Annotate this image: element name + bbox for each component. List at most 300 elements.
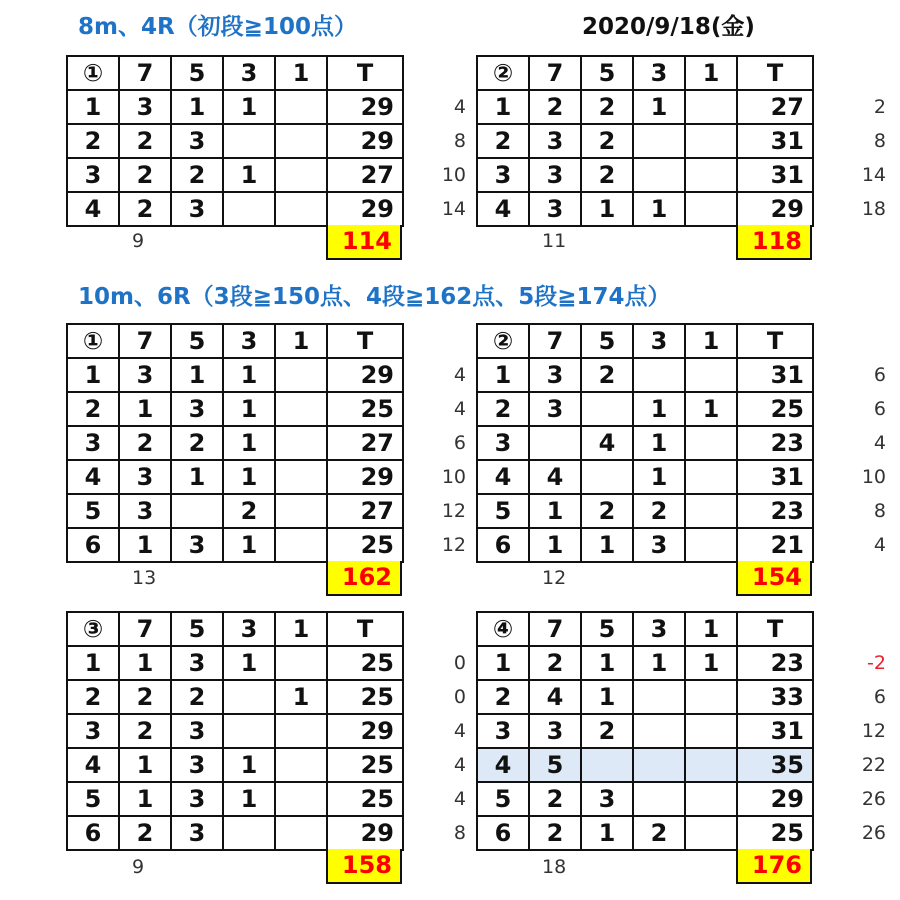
hit-count xyxy=(581,392,633,426)
cumulative-diff: 8 xyxy=(873,500,886,522)
end-total: 29 xyxy=(737,192,813,226)
hit-count: 2 xyxy=(119,680,171,714)
hit-count: 4 xyxy=(581,426,633,460)
column-header: T xyxy=(327,324,403,358)
end-number: 1 xyxy=(477,646,529,680)
hit-count: 3 xyxy=(119,90,171,124)
hit-count: 2 xyxy=(581,90,633,124)
hit-count: 3 xyxy=(171,714,223,748)
hit-count xyxy=(685,358,737,392)
end-total: 29 xyxy=(327,358,403,392)
section2-title: 10m、6R（3段≧150点、4段≧162点、5段≧174点） xyxy=(78,284,671,310)
cumulative-diff: 6 xyxy=(873,686,886,708)
header-row xyxy=(67,56,403,90)
hit-count xyxy=(275,358,327,392)
hit-count xyxy=(633,782,685,816)
hit-count: 1 xyxy=(275,680,327,714)
hit-count: 1 xyxy=(529,494,581,528)
grand-total: 154 xyxy=(736,561,812,596)
cumulative-diff: 26 xyxy=(861,822,886,844)
hit-count: 3 xyxy=(171,192,223,226)
cumulative-diff: 4 xyxy=(453,398,466,420)
hit-count: 1 xyxy=(171,460,223,494)
hit-count xyxy=(223,124,275,158)
column-header: T xyxy=(737,56,813,90)
end-total: 29 xyxy=(327,460,403,494)
end-total: 29 xyxy=(327,124,403,158)
column-header: T xyxy=(327,56,403,90)
header-row xyxy=(477,612,813,646)
subtotal-note: 11 xyxy=(542,230,567,252)
hit-count: 1 xyxy=(223,748,275,782)
cumulative-diff: 22 xyxy=(861,754,886,776)
hit-count: 2 xyxy=(171,426,223,460)
header-row xyxy=(67,612,403,646)
column-header: 7 xyxy=(529,56,581,90)
cumulative-diff: 6 xyxy=(453,432,466,454)
score-row xyxy=(67,392,403,426)
hit-count: 1 xyxy=(119,646,171,680)
score-row xyxy=(477,358,813,392)
hit-count xyxy=(633,358,685,392)
column-header: 5 xyxy=(171,612,223,646)
score-row xyxy=(477,528,813,562)
hit-count: 2 xyxy=(119,192,171,226)
column-header: 7 xyxy=(119,612,171,646)
hit-count: 1 xyxy=(223,90,275,124)
column-header: 1 xyxy=(275,612,327,646)
end-number: 6 xyxy=(67,528,119,562)
end-number: 2 xyxy=(67,124,119,158)
hit-count xyxy=(685,460,737,494)
end-total: 25 xyxy=(327,646,403,680)
hit-count: 2 xyxy=(119,158,171,192)
cumulative-diff: 4 xyxy=(453,720,466,742)
hit-count: 1 xyxy=(119,528,171,562)
hit-count: 3 xyxy=(529,714,581,748)
hit-count xyxy=(633,124,685,158)
end-total: 23 xyxy=(737,426,813,460)
end-total: 27 xyxy=(737,90,813,124)
hit-count: 1 xyxy=(223,158,275,192)
cumulative-diff: 4 xyxy=(453,754,466,776)
s2-round-3-table xyxy=(66,611,404,851)
hit-count xyxy=(529,426,581,460)
end-total: 23 xyxy=(737,494,813,528)
hit-count: 1 xyxy=(223,392,275,426)
end-total: 31 xyxy=(737,460,813,494)
score-row xyxy=(67,192,403,226)
hit-count: 1 xyxy=(171,358,223,392)
hit-count xyxy=(275,494,327,528)
round-number: ④ xyxy=(477,612,529,646)
s1-round-1-table xyxy=(66,55,404,227)
score-row xyxy=(67,124,403,158)
column-header: 7 xyxy=(119,56,171,90)
score-row xyxy=(477,748,813,782)
hit-count: 2 xyxy=(119,714,171,748)
column-header: 1 xyxy=(275,56,327,90)
grand-total: 114 xyxy=(326,225,402,260)
end-number: 1 xyxy=(67,90,119,124)
hit-count: 2 xyxy=(529,646,581,680)
subtotal-note: 9 xyxy=(132,856,145,878)
hit-count: 1 xyxy=(633,90,685,124)
hit-count xyxy=(685,192,737,226)
end-number: 5 xyxy=(477,782,529,816)
column-header: T xyxy=(737,324,813,358)
round-number: ① xyxy=(67,56,119,90)
end-number: 4 xyxy=(67,460,119,494)
cumulative-diff: 14 xyxy=(441,198,466,220)
score-row xyxy=(477,646,813,680)
hit-count xyxy=(633,680,685,714)
end-number: 2 xyxy=(67,680,119,714)
column-header: 5 xyxy=(171,56,223,90)
hit-count: 1 xyxy=(223,460,275,494)
hit-count: 2 xyxy=(529,90,581,124)
end-number: 4 xyxy=(67,192,119,226)
end-number: 6 xyxy=(67,816,119,850)
column-header: 3 xyxy=(223,324,275,358)
cumulative-diff: 10 xyxy=(441,466,466,488)
end-total: 21 xyxy=(737,528,813,562)
hit-count xyxy=(685,124,737,158)
hit-count: 3 xyxy=(119,494,171,528)
cumulative-diff: 10 xyxy=(441,164,466,186)
end-total: 31 xyxy=(737,158,813,192)
subtotal-note: 12 xyxy=(542,567,567,589)
subtotal-note: 9 xyxy=(132,230,145,252)
column-header: 5 xyxy=(171,324,223,358)
cumulative-diff: 8 xyxy=(453,130,466,152)
score-row xyxy=(67,748,403,782)
hit-count: 1 xyxy=(223,528,275,562)
end-number: 1 xyxy=(477,90,529,124)
hit-count: 1 xyxy=(581,646,633,680)
end-number: 4 xyxy=(477,192,529,226)
end-number: 2 xyxy=(477,680,529,714)
end-total: 33 xyxy=(737,680,813,714)
end-total: 31 xyxy=(737,358,813,392)
hit-count xyxy=(275,528,327,562)
hit-count xyxy=(223,816,275,850)
hit-count xyxy=(275,816,327,850)
subtotal-note: 18 xyxy=(542,856,567,878)
hit-count: 3 xyxy=(119,358,171,392)
column-header: 3 xyxy=(633,324,685,358)
hit-count xyxy=(685,680,737,714)
hit-count: 1 xyxy=(529,528,581,562)
hit-count xyxy=(581,748,633,782)
end-number: 4 xyxy=(477,460,529,494)
end-total: 31 xyxy=(737,124,813,158)
hit-count: 1 xyxy=(223,782,275,816)
hit-count: 1 xyxy=(633,426,685,460)
end-total: 29 xyxy=(327,192,403,226)
hit-count xyxy=(685,494,737,528)
column-header: 3 xyxy=(633,612,685,646)
end-total: 25 xyxy=(327,782,403,816)
hit-count: 1 xyxy=(633,392,685,426)
end-total: 27 xyxy=(327,494,403,528)
hit-count: 3 xyxy=(171,646,223,680)
end-total: 25 xyxy=(737,816,813,850)
hit-count: 1 xyxy=(581,816,633,850)
hit-count xyxy=(171,494,223,528)
score-row xyxy=(67,158,403,192)
hit-count: 3 xyxy=(529,392,581,426)
hit-count: 1 xyxy=(119,748,171,782)
header-row xyxy=(477,324,813,358)
date-label: 2020/9/18(金) xyxy=(582,14,755,40)
hit-count: 3 xyxy=(171,748,223,782)
hit-count xyxy=(685,748,737,782)
hit-count xyxy=(685,528,737,562)
hit-count: 4 xyxy=(529,460,581,494)
score-row xyxy=(477,816,813,850)
end-number: 3 xyxy=(67,714,119,748)
hit-count: 1 xyxy=(223,426,275,460)
cumulative-diff: 18 xyxy=(861,198,886,220)
hit-count: 2 xyxy=(633,816,685,850)
end-number: 3 xyxy=(477,158,529,192)
end-number: 1 xyxy=(477,358,529,392)
hit-count: 3 xyxy=(171,528,223,562)
hit-count: 2 xyxy=(581,358,633,392)
hit-count: 2 xyxy=(119,124,171,158)
hit-count: 3 xyxy=(171,392,223,426)
end-number: 5 xyxy=(477,494,529,528)
hit-count: 1 xyxy=(119,392,171,426)
hit-count xyxy=(685,782,737,816)
hit-count: 1 xyxy=(119,782,171,816)
score-row xyxy=(67,358,403,392)
end-number: 3 xyxy=(477,426,529,460)
score-row xyxy=(67,680,403,714)
cumulative-diff: 4 xyxy=(873,534,886,556)
end-number: 3 xyxy=(67,158,119,192)
hit-count xyxy=(275,124,327,158)
column-header: 1 xyxy=(685,56,737,90)
column-header: 3 xyxy=(223,612,275,646)
score-row xyxy=(477,90,813,124)
score-row xyxy=(67,460,403,494)
end-total: 29 xyxy=(327,90,403,124)
end-number: 1 xyxy=(67,646,119,680)
hit-count xyxy=(685,714,737,748)
hit-count: 3 xyxy=(171,816,223,850)
end-number: 1 xyxy=(67,358,119,392)
grand-total: 118 xyxy=(736,225,812,260)
column-header: 7 xyxy=(119,324,171,358)
hit-count xyxy=(275,158,327,192)
score-row xyxy=(477,460,813,494)
hit-count xyxy=(275,646,327,680)
subtotal-note: 13 xyxy=(132,567,157,589)
section1-title: 8m、4R（初段≧100点） xyxy=(78,14,357,40)
hit-count xyxy=(223,192,275,226)
end-total: 25 xyxy=(327,748,403,782)
end-total: 35 xyxy=(737,748,813,782)
score-row xyxy=(477,714,813,748)
round-number: ② xyxy=(477,56,529,90)
score-row xyxy=(477,782,813,816)
column-header: T xyxy=(737,612,813,646)
cumulative-diff: 12 xyxy=(861,720,886,742)
column-header: 3 xyxy=(633,56,685,90)
hit-count: 1 xyxy=(685,646,737,680)
hit-count: 2 xyxy=(119,816,171,850)
column-header: 5 xyxy=(581,56,633,90)
hit-count: 5 xyxy=(529,748,581,782)
end-total: 27 xyxy=(327,426,403,460)
end-number: 3 xyxy=(67,426,119,460)
score-row xyxy=(477,680,813,714)
score-row xyxy=(477,158,813,192)
cumulative-diff: 12 xyxy=(441,534,466,556)
score-row xyxy=(477,494,813,528)
end-total: 23 xyxy=(737,646,813,680)
hit-count xyxy=(275,714,327,748)
column-header: T xyxy=(327,612,403,646)
hit-count: 1 xyxy=(581,192,633,226)
grand-total: 158 xyxy=(326,849,402,884)
cumulative-diff: 2 xyxy=(873,96,886,118)
end-number: 5 xyxy=(67,494,119,528)
hit-count: 1 xyxy=(633,460,685,494)
score-row xyxy=(67,90,403,124)
score-row xyxy=(477,192,813,226)
hit-count xyxy=(275,748,327,782)
hit-count xyxy=(633,748,685,782)
end-number: 2 xyxy=(67,392,119,426)
column-header: 7 xyxy=(529,324,581,358)
column-header: 1 xyxy=(685,324,737,358)
cumulative-diff: 14 xyxy=(861,164,886,186)
end-total: 29 xyxy=(327,714,403,748)
header-row xyxy=(67,324,403,358)
hit-count xyxy=(685,426,737,460)
cumulative-diff: 6 xyxy=(873,364,886,386)
hit-count: 2 xyxy=(529,816,581,850)
hit-count: 1 xyxy=(581,680,633,714)
cumulative-diff: -2 xyxy=(867,652,886,674)
end-number: 3 xyxy=(477,714,529,748)
end-number: 4 xyxy=(67,748,119,782)
hit-count: 3 xyxy=(529,192,581,226)
grand-total: 162 xyxy=(326,561,402,596)
column-header: 5 xyxy=(581,324,633,358)
cumulative-diff: 10 xyxy=(861,466,886,488)
end-total: 25 xyxy=(737,392,813,426)
cumulative-diff: 4 xyxy=(453,96,466,118)
end-total: 25 xyxy=(327,528,403,562)
score-row xyxy=(477,124,813,158)
hit-count: 2 xyxy=(581,494,633,528)
hit-count xyxy=(275,90,327,124)
s2-round-1-table xyxy=(66,323,404,563)
hit-count: 1 xyxy=(633,646,685,680)
column-header: 5 xyxy=(581,612,633,646)
round-number: ② xyxy=(477,324,529,358)
hit-count: 3 xyxy=(171,782,223,816)
s2-round-4-table xyxy=(476,611,814,851)
hit-count xyxy=(633,714,685,748)
hit-count: 2 xyxy=(633,494,685,528)
hit-count: 3 xyxy=(529,158,581,192)
hit-count: 3 xyxy=(171,124,223,158)
round-number: ① xyxy=(67,324,119,358)
end-number: 2 xyxy=(477,392,529,426)
cumulative-diff: 26 xyxy=(861,788,886,810)
hit-count: 2 xyxy=(529,782,581,816)
hit-count xyxy=(223,714,275,748)
score-row xyxy=(67,528,403,562)
header-row xyxy=(477,56,813,90)
hit-count: 1 xyxy=(633,192,685,226)
cumulative-diff: 6 xyxy=(873,398,886,420)
s2-round-2-table xyxy=(476,323,814,563)
hit-count xyxy=(685,158,737,192)
hit-count: 1 xyxy=(223,646,275,680)
score-row xyxy=(477,392,813,426)
hit-count: 3 xyxy=(529,358,581,392)
end-total: 29 xyxy=(327,816,403,850)
end-total: 25 xyxy=(327,392,403,426)
hit-count: 2 xyxy=(223,494,275,528)
hit-count: 3 xyxy=(581,782,633,816)
end-number: 4 xyxy=(477,748,529,782)
hit-count: 2 xyxy=(581,714,633,748)
hit-count: 4 xyxy=(529,680,581,714)
hit-count xyxy=(275,426,327,460)
end-number: 6 xyxy=(477,816,529,850)
hit-count xyxy=(275,460,327,494)
hit-count: 1 xyxy=(171,90,223,124)
cumulative-diff: 0 xyxy=(453,686,466,708)
s1-round-2-table xyxy=(476,55,814,227)
cumulative-diff: 4 xyxy=(873,432,886,454)
hit-count: 2 xyxy=(171,680,223,714)
score-row xyxy=(67,816,403,850)
cumulative-diff: 4 xyxy=(453,788,466,810)
hit-count: 2 xyxy=(171,158,223,192)
end-number: 2 xyxy=(477,124,529,158)
hit-count: 1 xyxy=(581,528,633,562)
hit-count xyxy=(685,816,737,850)
end-total: 29 xyxy=(737,782,813,816)
end-number: 6 xyxy=(477,528,529,562)
hit-count xyxy=(685,90,737,124)
score-row xyxy=(67,714,403,748)
cumulative-diff: 8 xyxy=(453,822,466,844)
hit-count xyxy=(581,460,633,494)
round-number: ③ xyxy=(67,612,119,646)
hit-count: 3 xyxy=(529,124,581,158)
hit-count: 2 xyxy=(119,426,171,460)
hit-count: 2 xyxy=(581,124,633,158)
cumulative-diff: 8 xyxy=(873,130,886,152)
end-total: 31 xyxy=(737,714,813,748)
score-row xyxy=(67,646,403,680)
score-row xyxy=(67,782,403,816)
end-total: 27 xyxy=(327,158,403,192)
hit-count: 3 xyxy=(633,528,685,562)
grand-total: 176 xyxy=(736,849,812,884)
column-header: 7 xyxy=(529,612,581,646)
hit-count: 2 xyxy=(581,158,633,192)
